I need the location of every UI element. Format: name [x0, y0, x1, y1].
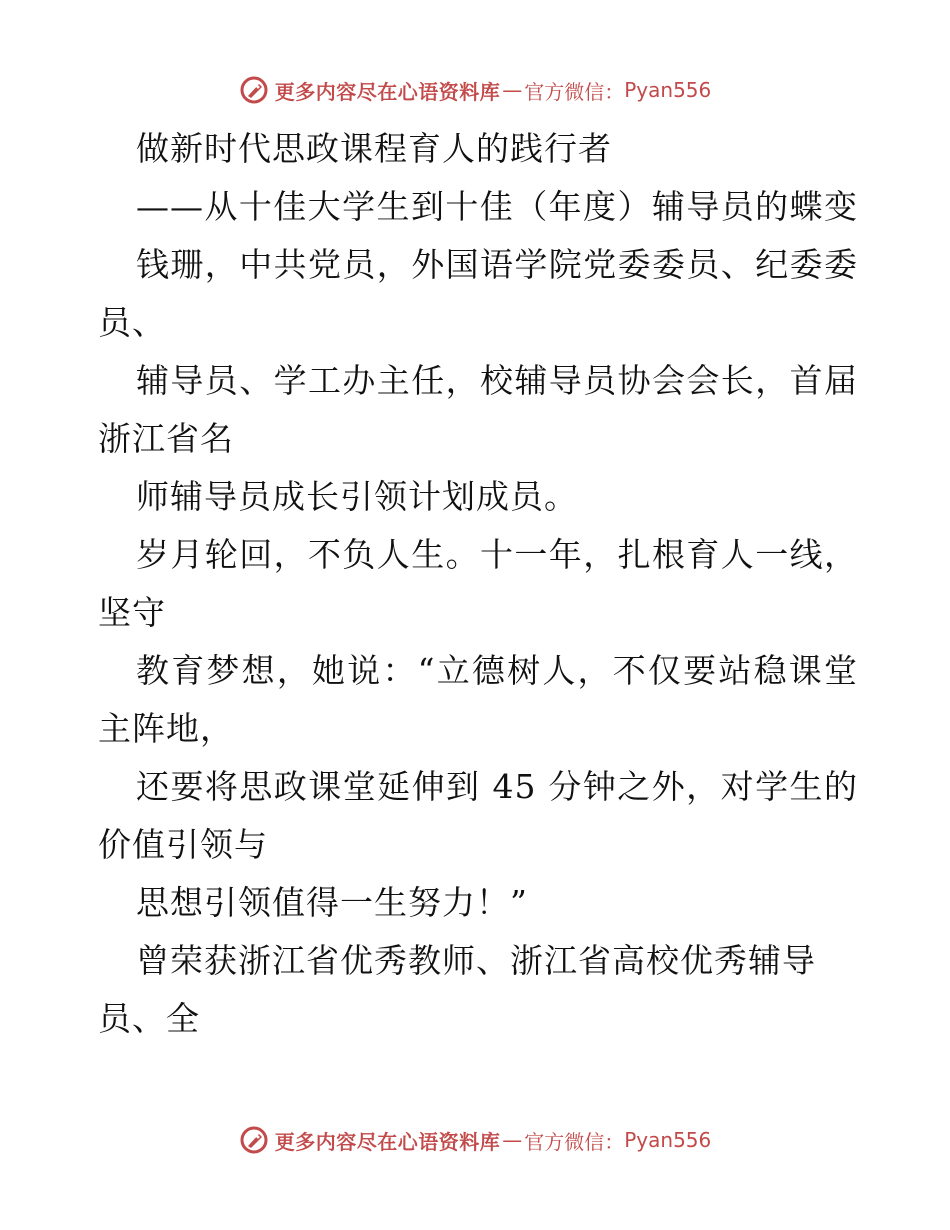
watermark-main-text: 更多内容尽在心语资料库 [274, 1129, 501, 1154]
paragraph-line: 浙江省名 [98, 419, 234, 458]
watermark-separator: — [502, 1128, 523, 1152]
paragraph-line: 坚守 [98, 593, 166, 632]
paragraph-line: 还要将思政课堂延伸到 45 分钟之外，对学生的 [136, 767, 858, 806]
watermark-main-text: 更多内容尽在心语资料库 [274, 79, 501, 104]
footer-watermark [0, 1120, 950, 1160]
paragraph-line: 主阵地， [98, 709, 234, 748]
watermark-wechat-label: 官方微信： [524, 1129, 625, 1154]
watermark-wechat-label: 官方微信： [524, 79, 625, 104]
paragraph-line: 员、 [98, 303, 166, 342]
watermark-wechat-id: Pyan556 [624, 78, 712, 102]
paragraph-line: 曾荣获浙江省优秀教师、浙江省高校优秀辅导 [136, 941, 816, 980]
header-watermark [0, 70, 950, 110]
pen-nib-circle-icon [239, 1125, 269, 1155]
watermark-wechat-id: Pyan556 [624, 1128, 712, 1152]
paragraph-line: 思想引领值得一生努力！” [136, 883, 528, 922]
document-title: 做新时代思政课程育人的践行者 [136, 129, 612, 168]
paragraph-line: 师辅导员成长引领计划成员。 [136, 477, 578, 516]
document-body [98, 120, 858, 1048]
paragraph-line: 岁月轮回，不负人生。十一年，扎根育人一线， [136, 535, 858, 574]
paragraph-line: 钱珊，中共党员，外国语学院党委委员、纪委委 [136, 245, 858, 284]
watermark-separator: — [502, 78, 523, 102]
paragraph-line: 员、全 [98, 999, 200, 1038]
paragraph-line: 价值引领与 [98, 825, 268, 864]
pen-nib-circle-icon [239, 75, 269, 105]
paragraph-line: 辅导员、学工办主任，校辅导员协会会长，首届 [136, 361, 858, 400]
paragraph-line: 教育梦想，她说：“立德树人，不仅要站稳课堂 [136, 651, 858, 690]
document-subtitle: ——从十佳大学生到十佳（年度）辅导员的蝶变 [136, 187, 858, 226]
